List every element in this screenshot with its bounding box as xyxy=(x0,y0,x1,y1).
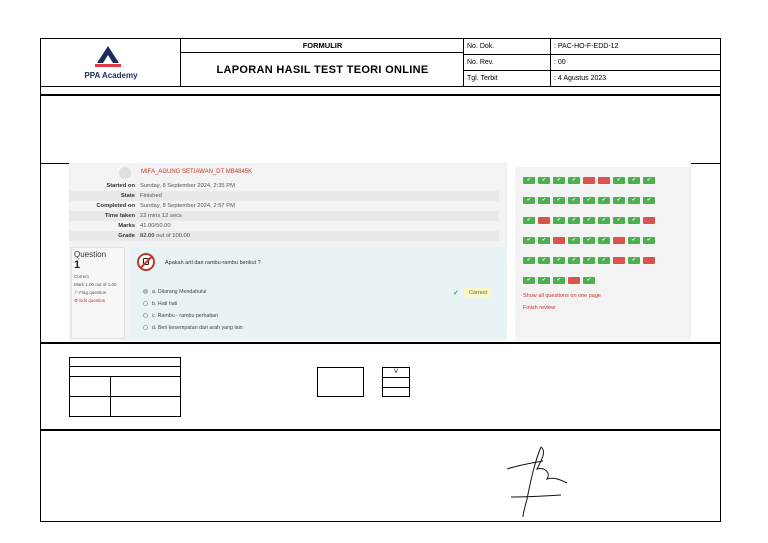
question-nav-21[interactable]: ✔ xyxy=(553,217,565,224)
summary-label: Time taken xyxy=(104,213,135,219)
question-nav-43[interactable] xyxy=(613,257,625,264)
title-cell xyxy=(181,39,464,87)
question-nav-29[interactable]: ✔ xyxy=(538,237,550,244)
question-nav-6[interactable] xyxy=(598,177,610,184)
summary-value: 41.00/50.00 xyxy=(140,223,171,229)
question-nav-15[interactable]: ✔ xyxy=(598,197,610,204)
meta-value: : PAC-HO-F-EDD-12 xyxy=(550,39,720,55)
meta-row xyxy=(464,39,720,55)
answer-option[interactable] xyxy=(143,301,177,307)
summary-row xyxy=(69,191,499,201)
summary-row xyxy=(69,181,499,191)
summary-label: Grade xyxy=(118,233,135,239)
summary-row xyxy=(69,211,499,221)
quiz-review-screenshot xyxy=(69,163,691,341)
question-nav-22[interactable]: ✔ xyxy=(568,217,580,224)
question-nav-39[interactable]: ✔ xyxy=(553,257,565,264)
summary-value: Finished xyxy=(140,193,162,199)
user-name-link[interactable]: MIFA_AGUNG SETIAWAN_DT MB4845K xyxy=(141,169,253,175)
check-icon: ✔ xyxy=(453,290,459,297)
quiz-navigation-panel xyxy=(515,167,691,341)
empty-box xyxy=(317,367,364,397)
form-header xyxy=(41,39,720,87)
radio-selected-icon xyxy=(143,289,148,294)
question-nav-27[interactable] xyxy=(643,217,655,224)
question-nav-7[interactable]: ✔ xyxy=(613,177,625,184)
check-mark: V xyxy=(393,369,398,375)
summary-row xyxy=(69,221,499,231)
edit-question-link[interactable] xyxy=(74,298,122,303)
meta-key: No. Rev. xyxy=(467,59,494,66)
summary-value: Sunday, 8 September 2024, 2:57 PM xyxy=(140,203,235,209)
handwritten-signature xyxy=(501,439,581,519)
question-nav-2[interactable]: ✔ xyxy=(538,177,550,184)
logo-text: PPA Academy xyxy=(84,71,138,80)
summary-label: Marks xyxy=(118,223,135,229)
option-label: c. Rambu - rambu perhatian xyxy=(152,313,218,319)
question-nav-28[interactable]: ✔ xyxy=(523,237,535,244)
question-nav-23[interactable]: ✔ xyxy=(583,217,595,224)
gear-icon: ⚙ xyxy=(74,298,80,303)
summary-row xyxy=(69,201,499,211)
meta-value: : 4 Agustus 2023 xyxy=(550,71,720,87)
grade-value: 82.00 xyxy=(140,233,155,239)
question-nav-38[interactable]: ✔ xyxy=(538,257,550,264)
question-nav-49[interactable] xyxy=(568,277,580,284)
show-all-link[interactable]: Show all questions on one page xyxy=(523,293,601,299)
document-title: LAPORAN HASIL TEST TEORI ONLINE xyxy=(216,64,429,76)
radio-icon xyxy=(143,325,148,330)
question-nav-37[interactable]: ✔ xyxy=(523,257,535,264)
summary-label: Completed on xyxy=(96,203,135,209)
answer-option[interactable] xyxy=(143,289,206,295)
question-nav-33[interactable]: ✔ xyxy=(598,237,610,244)
question-nav-26[interactable]: ✔ xyxy=(628,217,640,224)
question-nav-17[interactable]: ✔ xyxy=(628,197,640,204)
question-nav-3[interactable]: ✔ xyxy=(553,177,565,184)
section-divider xyxy=(41,342,720,344)
radio-icon xyxy=(143,313,148,318)
form-label: FORMULIR xyxy=(181,39,464,53)
edit-label: Edit question xyxy=(79,298,106,303)
question-status: Correct xyxy=(74,274,89,279)
question-nav-19[interactable]: ✔ xyxy=(523,217,535,224)
question-nav-14[interactable]: ✔ xyxy=(583,197,595,204)
finish-review-link[interactable]: Finish review xyxy=(523,305,556,311)
flag-icon: ⚐ xyxy=(74,290,80,295)
summary-label: State xyxy=(120,193,135,199)
meta-key: Tgl. Terbit xyxy=(467,75,498,82)
question-word: Question xyxy=(74,250,107,259)
question-nav-48[interactable]: ✔ xyxy=(553,277,565,284)
question-nav-10[interactable]: ✔ xyxy=(523,197,535,204)
question-number: 1 xyxy=(74,259,81,271)
meta-key: No. Dok. xyxy=(467,43,495,50)
question-nav-42[interactable]: ✔ xyxy=(598,257,610,264)
question-nav-36[interactable]: ✔ xyxy=(643,237,655,244)
question-nav-50[interactable]: ✔ xyxy=(583,277,595,284)
question-nav-35[interactable]: ✔ xyxy=(628,237,640,244)
question-nav-30[interactable] xyxy=(553,237,565,244)
question-nav-9[interactable]: ✔ xyxy=(643,177,655,184)
option-label: a. Dilarang Mendahului xyxy=(152,289,207,295)
question-nav-34[interactable] xyxy=(613,237,625,244)
question-nav-45[interactable] xyxy=(643,257,655,264)
grade-rest: out of 100.00 xyxy=(154,233,190,239)
summary-label: Started on xyxy=(106,183,135,189)
avatar xyxy=(119,167,131,179)
question-nav-1[interactable]: ✔ xyxy=(523,177,535,184)
flag-label: Flag question xyxy=(79,290,107,295)
form-sheet xyxy=(40,38,721,522)
flag-question-link[interactable] xyxy=(74,290,122,295)
question-nav-16[interactable]: ✔ xyxy=(613,197,625,204)
question-nav-11[interactable]: ✔ xyxy=(538,197,550,204)
question-text: Apakah arti dari rambu-rambu berikut ? xyxy=(165,260,261,266)
correct-badge: Correct xyxy=(464,288,492,298)
question-nav-31[interactable]: ✔ xyxy=(568,237,580,244)
question-nav-18[interactable]: ✔ xyxy=(643,197,655,204)
summary-value: Sunday, 8 September 2024, 2:35 PM xyxy=(140,183,235,189)
question-nav-32[interactable]: ✔ xyxy=(583,237,595,244)
question-nav-24[interactable]: ✔ xyxy=(598,217,610,224)
user-row xyxy=(69,167,507,179)
question-nav-13[interactable]: ✔ xyxy=(568,197,580,204)
radio-icon xyxy=(143,301,148,306)
question-nav-20[interactable] xyxy=(538,217,550,224)
question-nav-25[interactable]: ✔ xyxy=(613,217,625,224)
quiz-summary-panel xyxy=(69,163,507,341)
signature-table-left xyxy=(69,357,181,417)
section-divider xyxy=(41,94,720,96)
logo-cell xyxy=(41,39,181,87)
summary-value: 22 mins 12 secs xyxy=(140,213,182,219)
option-label: d. Beri kesempatan dari arah yang lain xyxy=(152,325,243,331)
answer-option[interactable] xyxy=(143,325,243,331)
question-nav-47[interactable]: ✔ xyxy=(538,277,550,284)
question-info xyxy=(71,247,125,339)
no-overtaking-sign-icon xyxy=(137,253,155,271)
question-content xyxy=(129,247,507,339)
question-nav-4[interactable]: ✔ xyxy=(568,177,580,184)
meta-row xyxy=(464,55,720,71)
question-nav-5[interactable] xyxy=(583,177,595,184)
check-table xyxy=(382,367,410,397)
summary-value xyxy=(140,231,190,241)
summary-row xyxy=(69,231,499,241)
question-nav-40[interactable]: ✔ xyxy=(568,257,580,264)
question-nav-8[interactable]: ✔ xyxy=(628,177,640,184)
answer-option[interactable] xyxy=(143,313,218,319)
question-nav-46[interactable]: ✔ xyxy=(523,277,535,284)
option-label: b. Hati hati xyxy=(152,301,178,307)
meta-cell xyxy=(464,39,720,87)
ppa-logo-icon xyxy=(93,45,123,69)
section-divider xyxy=(41,429,720,431)
question-mark: Mark 1.00 out of 1.00 xyxy=(74,282,117,287)
meta-value: : 00 xyxy=(550,55,720,71)
question-nav-12[interactable]: ✔ xyxy=(553,197,565,204)
question-nav-44[interactable]: ✔ xyxy=(628,257,640,264)
meta-row xyxy=(464,71,720,87)
question-nav-41[interactable]: ✔ xyxy=(583,257,595,264)
